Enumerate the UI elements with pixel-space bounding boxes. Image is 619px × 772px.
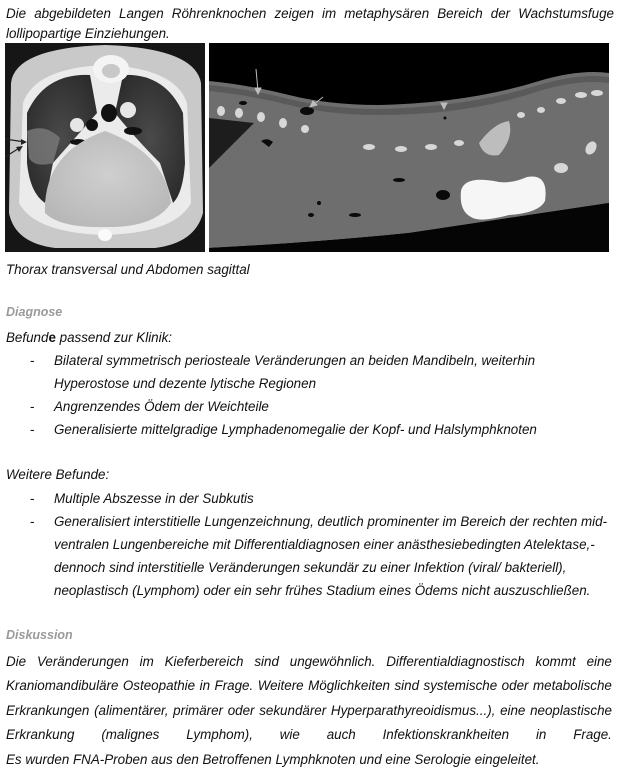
word: neoplastische (530, 702, 612, 718)
word: oder (501, 678, 529, 694)
word: oder (227, 702, 255, 718)
diskussion-line (6, 650, 612, 674)
word: eine (500, 702, 526, 718)
word: Kieferbereich (164, 654, 244, 669)
word: (malignes (101, 727, 160, 743)
list-item-text: Multiple Abszesse in der Subkutis (54, 491, 254, 506)
befunde-subheading (6, 328, 172, 347)
list-item (0, 349, 619, 395)
word: kommt (535, 654, 576, 669)
word: Kraniomandibuläre (6, 678, 119, 694)
word: ungewöhnlich. (289, 654, 376, 669)
word: sekundärer (259, 702, 327, 718)
intro-paragraph: Die abgebildeten Langen Röhrenknochen zeigen im metaphysären Bereich der Wachstumsfuge lollipopartige Einziehungen. (6, 6, 614, 41)
list-item (0, 395, 619, 418)
figure-caption: Thorax transversal und Abdomen sagittal (6, 262, 250, 277)
word: systemische (423, 678, 498, 694)
weitere-befunde-list (0, 487, 619, 602)
list-item (0, 487, 619, 510)
diskussion-heading: Diskussion (6, 628, 73, 642)
word: Lymphom), (186, 727, 253, 743)
word: eine (586, 654, 612, 669)
word: auch (326, 727, 356, 743)
dash-bullet: - (30, 422, 35, 437)
diskussion-line (6, 699, 612, 723)
diskussion-line (6, 674, 612, 698)
word: im (139, 654, 154, 669)
weitere-befunde-heading: Weitere Befunde: (6, 467, 110, 482)
word: (alimentärer, (94, 702, 169, 718)
list-item (0, 418, 619, 441)
word: Möglichkeiten (308, 678, 390, 694)
word: Differentialdiagnostisch (386, 654, 525, 669)
word: Frage. (214, 678, 254, 694)
word: Infektionskrankheiten (382, 727, 510, 743)
list-item-text: neoplastisch (Lymphom) oder ein sehr frühes Stadium eines Ödems nicht auszuschließen. (54, 583, 591, 598)
list-item-text: Generalisiert interstitielle Lungenzeichnung, deutlich prominenter im Bereich der rechten mid- (54, 514, 608, 529)
list-item-text: dennoch sind interstitielle Veränderungen sekundär zu einer Infektion (viral/ bakteriell), (54, 560, 567, 575)
list-item-text: Angrenzendes Ödem der Weichteile (54, 399, 269, 414)
word: Veränderungen (36, 654, 129, 669)
word: Weitere (257, 678, 304, 694)
subheading-bold-letter: e (48, 330, 56, 345)
list-item-text: ventralen Lungenbereiche mit Differentialdiagnosen einer anästhesiebedingten Atelektase,- (54, 537, 595, 552)
list-item-text: Generalisierte mittelgradige Lymphadenomegalie der Kopf- und Halslymphknoten (54, 422, 537, 437)
list-item-text: Hyperostose und dezente lytische Regionen (54, 376, 317, 391)
diskussion-paragraph (6, 650, 612, 772)
befunde-list (0, 349, 619, 441)
word: sind (254, 654, 279, 669)
diskussion-line: Es wurden FNA-Proben aus den Betroffenen Lymphknoten und eine Serologie eingeleitet. (6, 751, 540, 767)
dash-bullet: - (30, 399, 35, 414)
word: primärer (173, 702, 224, 718)
word: Erkrankung (6, 727, 75, 743)
dash-bullet: - (30, 353, 35, 368)
word: Hyperparathyreoidismus...), (330, 702, 496, 718)
word: metabolische (532, 678, 612, 694)
word: wie (279, 727, 300, 743)
subheading-part: Befund (6, 330, 49, 345)
word: sind (394, 678, 420, 694)
figure-row (5, 43, 609, 253)
word: Frage. (573, 727, 612, 743)
ct-abdomen-sagittal-image (209, 43, 609, 252)
word: Erkrankungen (6, 702, 90, 718)
ct-abdomen-svg (209, 43, 609, 252)
list-item-text: Bilateral symmetrisch periosteale Veränderungen an beiden Mandibeln, weiterhin (54, 353, 536, 368)
word: Die (6, 654, 27, 669)
dash-bullet: - (30, 514, 35, 529)
list-item (0, 510, 619, 602)
diskussion-line (6, 723, 612, 747)
word: in (535, 727, 547, 743)
ct-thorax-svg (5, 43, 205, 252)
ct-thorax-transversal-image (5, 43, 205, 252)
word: in (199, 678, 211, 694)
word: Osteopathie (122, 678, 196, 694)
diagnose-heading: Diagnose (6, 305, 63, 319)
dash-bullet: - (30, 491, 35, 506)
subheading-part: passend zur Klinik: (55, 330, 173, 345)
